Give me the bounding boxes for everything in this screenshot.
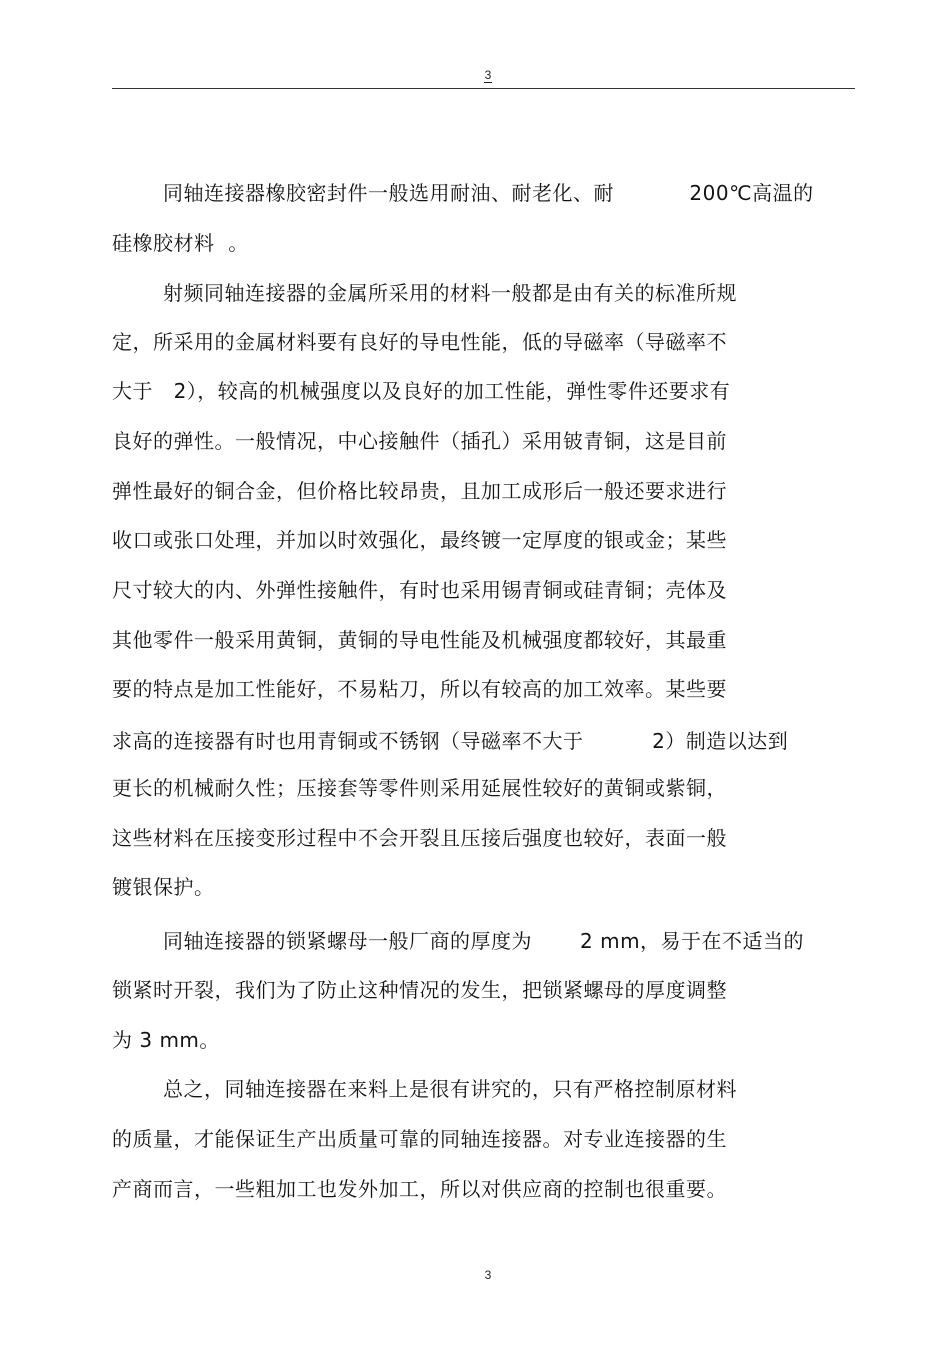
paragraph-line: 尺寸较大的内、外弹性接触件，有时也采用锡青铜或硅青铜；壳体及	[112, 578, 727, 602]
paragraph-line: 定，所采用的金属材料要有良好的导电性能，低的导磁率（导磁率不	[112, 330, 727, 354]
paragraph-line: 更长的机械耐久性；压接套等零件则采用延展性较好的黄铜或紫铜，	[112, 776, 727, 800]
header-rule	[112, 88, 855, 89]
paragraph-line: 总之，同轴连接器在来料上是很有讲究的，只有严格控制原材料	[163, 1077, 737, 1101]
paragraph-line: 弹性最好的铜合金，但价格比较昂贵，且加工成形后一般还要求进行	[112, 479, 727, 503]
paragraph-line: 为 3 mm。	[112, 1028, 220, 1052]
paragraph-line: 的质量，才能保证生产出质量可靠的同轴连接器。对专业连接器的生	[112, 1127, 727, 1151]
paragraph-line: 同轴连接器的锁紧螺母一般厂商的厚度为 2 mm，易于在不适当的	[163, 929, 805, 953]
paragraph-line: 锁紧时开裂，我们为了防止这种情况的发生，把锁紧螺母的厚度调整	[112, 978, 727, 1002]
paragraph-line: 大于 2），较高的机械强度以及良好的加工性能，弹性零件还要求有	[112, 379, 731, 403]
paragraph-line: 射频同轴连接器的金属所采用的材料一般都是由有关的标准所规	[163, 281, 737, 305]
paragraph-line: 同轴连接器橡胶密封件一般选用耐油、耐老化、耐 200℃高温的	[163, 181, 814, 205]
paragraph-line: 这些材料在压接变形过程中不会开裂且压接后强度也较好，表面一般	[112, 826, 727, 850]
paragraph-line: 其他零件一般采用黄铜，黄铜的导电性能及机械强度都较好，其最重	[112, 628, 727, 652]
header-page-number-text: 3	[484, 68, 492, 82]
paragraph-line: 镀银保护。	[112, 875, 215, 899]
paragraph-line: 要的特点是加工性能好，不易粘刀，所以有较高的加工效率。某些要	[112, 677, 727, 701]
header-page-number	[0, 68, 950, 82]
paragraph-line: 良好的弹性。一般情况，中心接触件（插孔）采用铍青铜，这是目前	[112, 429, 727, 453]
paragraph-line: 硅橡胶材料 。	[112, 231, 249, 255]
paragraph-line: 产商而言，一些粗加工也发外加工，所以对供应商的控制也很重要。	[112, 1177, 727, 1201]
paragraph-line: 求高的连接器有时也用青铜或不锈钢（导磁率不大于 2）制造以达到	[112, 729, 789, 753]
paragraph-line: 收口或张口处理，并加以时效强化，最终镀一定厚度的银或金；某些	[112, 528, 727, 552]
footer-page-number: 3	[484, 1268, 492, 1282]
